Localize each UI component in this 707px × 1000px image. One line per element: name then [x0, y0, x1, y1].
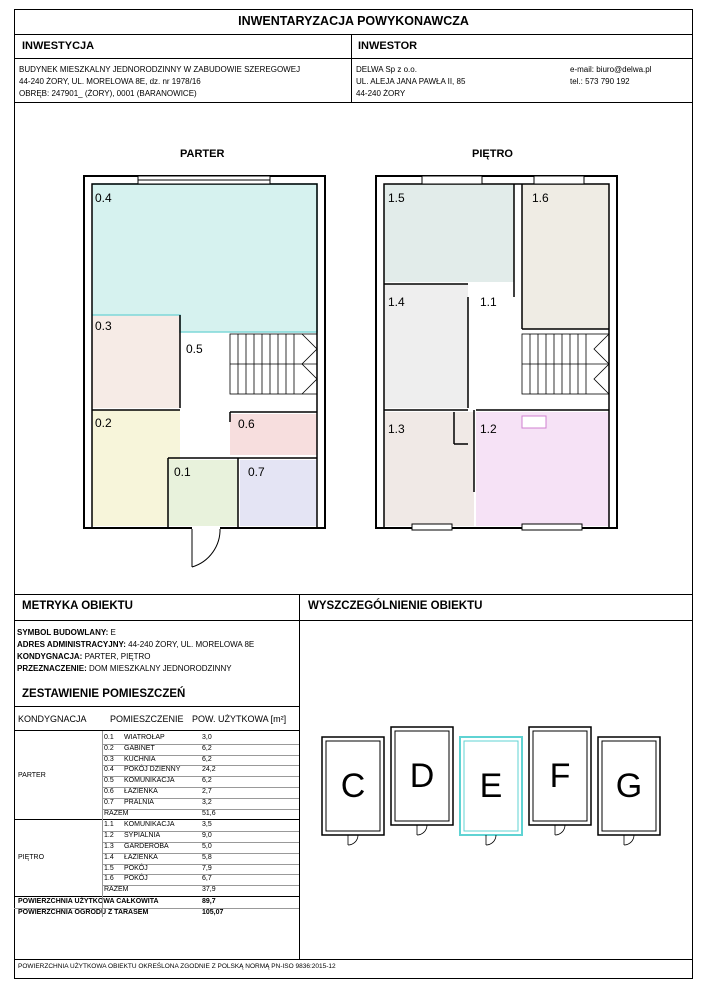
col-floor-header: KONDYGNACJA — [18, 714, 87, 724]
divider — [14, 58, 692, 59]
room-area: 3,2 — [202, 798, 212, 806]
room-number: 1.4 — [104, 853, 114, 861]
room-area: 3,0 — [202, 734, 212, 741]
segment-C — [322, 737, 384, 845]
room-number: 0.7 — [104, 798, 114, 806]
sum-value: 51,6 — [202, 809, 216, 817]
table-row — [14, 798, 314, 809]
table-row — [14, 820, 314, 831]
room-area: 6,2 — [202, 755, 212, 763]
segment-G — [598, 737, 660, 845]
ground-floor-plan — [80, 172, 336, 582]
room-number: 0.6 — [104, 788, 114, 795]
room-area: 5,8 — [202, 853, 212, 861]
room-number: 1.2 — [104, 832, 114, 840]
segment-label: E — [479, 767, 503, 805]
footer-note: POWIERZCHNIA UŻYTKOWA OBIEKTU OKREŚLONA ZGODNIE Z POLSKĄ NORMĄ PN-ISO 9836:2015-12 — [18, 963, 336, 970]
room-area: 7,9 — [202, 864, 212, 872]
divider — [14, 959, 692, 960]
room-name: POKÓJ DZIENNY — [124, 766, 181, 774]
staircase — [522, 334, 609, 394]
table-row — [14, 874, 314, 885]
room-area: 6,7 — [202, 875, 212, 883]
room-label: 0.7 — [248, 465, 265, 479]
investor-line-1: DELWA Sp z o.o. — [356, 65, 417, 74]
room-label: 1.3 — [388, 422, 405, 436]
room-area: 24,2 — [202, 766, 216, 774]
room-name: ŁAZIENKA — [124, 853, 158, 861]
room-label: 0.1 — [174, 465, 191, 479]
room-name: ŁAZIENKA — [124, 788, 158, 795]
investor-line-2: UL. ALEJA JANA PAWŁA II, 85 — [356, 77, 466, 86]
segment-D — [391, 727, 453, 835]
room-label: 0.6 — [238, 417, 255, 431]
sum-value: 37,9 — [202, 886, 216, 894]
room-label: 1.6 — [532, 191, 549, 205]
investor-phone: tel.: 573 790 192 — [570, 77, 630, 86]
room-number: 0.2 — [104, 744, 114, 752]
room-0.4 — [92, 184, 317, 332]
upper-floor-title: PIĘTRO — [472, 148, 513, 160]
investment-line-3: OBRĘB: 247901_ (ŻORY), 0001 (BARANOWICE) — [19, 89, 197, 98]
upper-floor-plan — [372, 172, 628, 542]
room-label: 1.5 — [388, 191, 405, 205]
investment-line-1: BUDYNEK MIESZKALNY JEDNORODZINNY W ZABUDOWIE SZEREGOWEJ — [19, 65, 301, 74]
metric-symbol: SYMBOL BUDOWLANY: E — [17, 628, 116, 637]
table-floor-label: PIĘTRO — [18, 854, 45, 862]
col-area-header: POW. UŻYTKOWA [m²] — [192, 714, 287, 724]
window — [534, 176, 584, 184]
garden-label: POWIERZCHNIA OGRODU Z TARASEM — [18, 908, 149, 916]
room-area: 9,0 — [202, 832, 212, 840]
investment-line-2: 44-240 ŻORY, UL. MORELOWA 8E, dz. nr 1978/16 — [19, 77, 201, 86]
table-row-sum — [14, 885, 314, 896]
table-row — [14, 765, 314, 776]
room-number: 0.1 — [104, 734, 114, 741]
room-name: KOMUNIKACJA — [124, 821, 175, 829]
metric-address: ADRES ADMINISTRACYJNY: 44-240 ŻORY, UL. MORELOWA 8E — [17, 640, 255, 649]
room-number: 1.5 — [104, 864, 114, 872]
room-label: 0.4 — [95, 191, 112, 205]
investor-email: e-mail: biuro@delwa.pl — [570, 65, 652, 74]
room-name: SYPIALNIA — [124, 832, 161, 840]
segment-E — [460, 737, 522, 845]
table-row — [14, 787, 314, 798]
investor-line-3: 44-240 ŻORY — [356, 89, 406, 98]
segment-label: D — [409, 757, 435, 795]
room-area: 3,5 — [202, 821, 212, 829]
room-label: 0.3 — [95, 319, 112, 333]
segments-illustration — [320, 725, 670, 855]
table-row — [14, 755, 314, 766]
room-number: 0.3 — [104, 755, 114, 763]
segment-label: G — [615, 767, 643, 805]
room-area: 6,2 — [202, 777, 212, 785]
table-rule — [102, 731, 103, 917]
room-label: 1.2 — [480, 422, 497, 436]
room-area: 5,0 — [202, 843, 212, 850]
table-row-total — [14, 897, 314, 908]
divider — [14, 594, 692, 595]
room-number: 0.4 — [104, 766, 114, 774]
document-title: INWENTARYZACJA POWYKONAWCZA — [238, 14, 469, 28]
window — [422, 176, 482, 184]
room-name: WIATROŁAP — [124, 734, 165, 741]
divider — [351, 34, 352, 102]
total-value: 89,7 — [202, 898, 216, 905]
sum-label: RAZEM — [104, 809, 129, 817]
room-number: 1.6 — [104, 875, 114, 883]
rooms-table — [14, 731, 299, 961]
metric-purpose: PRZEZNACZENIE: DOM MIESZKALNY JEDNORODZINNY — [17, 664, 232, 673]
window — [412, 524, 452, 530]
metric-floors: KONDYGNACJA: PARTER, PIĘTRO — [17, 652, 151, 661]
window — [522, 524, 582, 530]
room-name: KOMUNIKACJA — [124, 777, 175, 785]
table-row — [14, 744, 314, 755]
room-label: 0.2 — [95, 416, 112, 430]
room-name: GABINET — [124, 744, 155, 752]
segment-label: F — [549, 757, 571, 795]
table-row — [14, 853, 314, 864]
garden-value: 105,07 — [202, 908, 224, 916]
divider — [14, 620, 692, 621]
room-name: KUCHNIA — [124, 755, 156, 763]
total-label: POWIERZCHNIA UŻYTKOWA CAŁKOWITA — [18, 898, 159, 905]
room-number: 1.1 — [104, 821, 114, 829]
room-name: POKÓJ — [124, 875, 148, 883]
room-label: 0.5 — [186, 342, 203, 356]
sum-label: RAZEM — [104, 886, 129, 894]
table-row — [14, 831, 314, 842]
table-row — [14, 864, 314, 875]
room-label: 1.1 — [480, 295, 497, 309]
staircase — [230, 334, 317, 394]
investor-heading: INWESTOR — [358, 40, 418, 52]
room-name: PRALNIA — [124, 798, 154, 806]
table-row — [14, 733, 314, 744]
room-1.6 — [522, 184, 609, 329]
room-number: 1.3 — [104, 843, 114, 850]
table-row — [14, 842, 314, 853]
table-row-garden — [14, 908, 314, 919]
details-heading: WYSZCZEGÓLNIENIE OBIEKTU — [308, 600, 483, 612]
divider — [14, 34, 692, 35]
table-row-sum — [14, 809, 314, 820]
segment-label: C — [340, 767, 366, 805]
room-area: 6,2 — [202, 744, 212, 752]
room-name: POKÓJ — [124, 864, 148, 872]
col-room-header: POMIESZCZENIE — [110, 714, 184, 724]
room-name: GARDEROBA — [124, 843, 169, 850]
segment-F — [529, 727, 591, 835]
room-area: 2,7 — [202, 788, 212, 795]
metrics-heading: METRYKA OBIEKTU — [22, 600, 133, 612]
room-label: 1.4 — [388, 295, 405, 309]
divider — [14, 706, 299, 707]
entrance-door — [192, 528, 220, 567]
table-row — [14, 776, 314, 787]
divider — [14, 102, 692, 103]
ground-floor-title: PARTER — [180, 148, 225, 160]
rooms-table-heading: ZESTAWIENIE POMIESZCZEŃ — [22, 688, 186, 700]
vent — [522, 416, 546, 428]
room-number: 0.5 — [104, 777, 114, 785]
table-floor-label: PARTER — [18, 772, 46, 780]
investment-heading: INWESTYCJA — [22, 40, 95, 52]
